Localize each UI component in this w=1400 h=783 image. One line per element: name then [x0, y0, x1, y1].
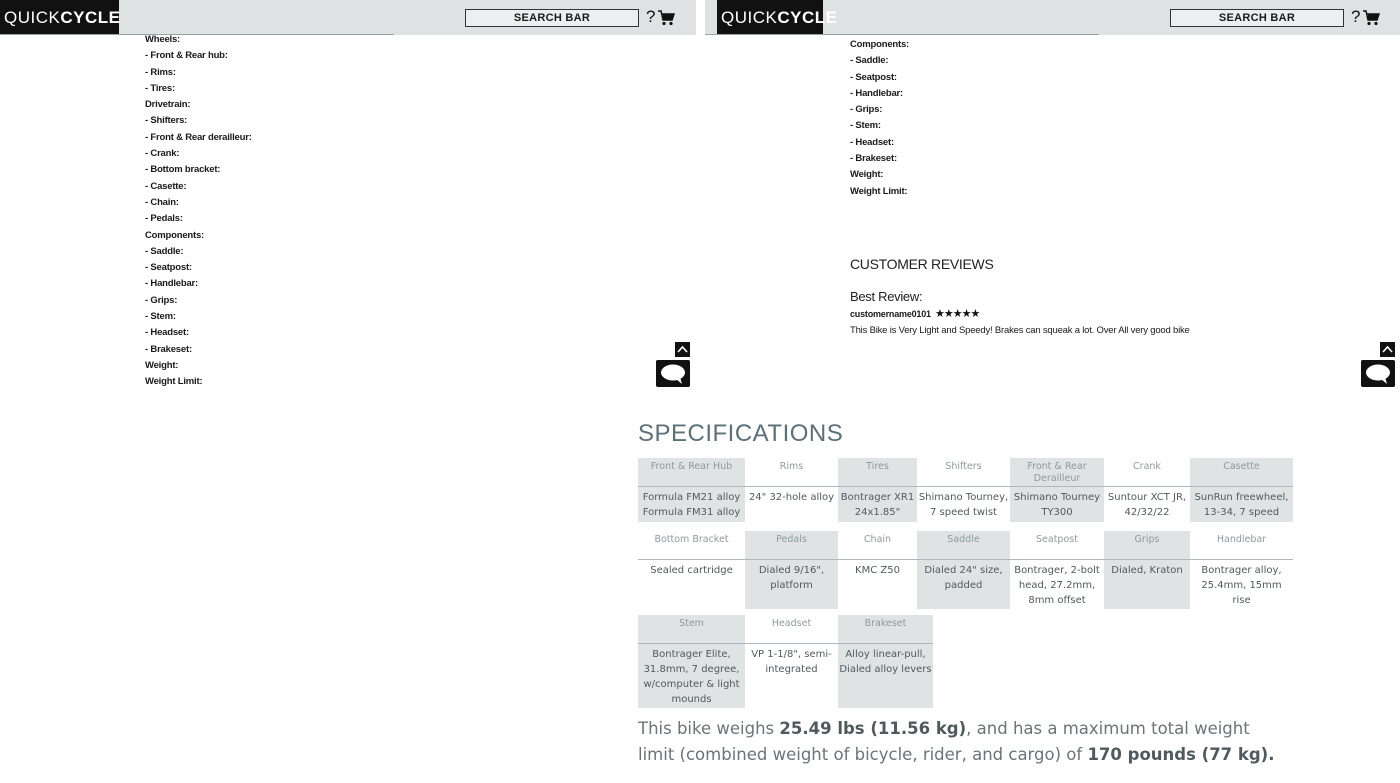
spec-label: Pedals	[745, 531, 838, 559]
spec-list-item: - Shifters:	[145, 115, 188, 127]
spec-list-item: - Front & Rear derailleur:	[145, 131, 252, 143]
spec-label: Crank	[1104, 458, 1190, 487]
spec-label: Brakeset	[838, 615, 933, 643]
spec-value: Bontrager XR1 24x1.85"	[838, 487, 917, 522]
chat-bubble-icon[interactable]	[1361, 360, 1395, 387]
spec-list-item: - Tires:	[145, 82, 175, 94]
spec-value: Dialed, Kraton	[1104, 559, 1190, 609]
site-header	[0, 0, 696, 35]
spec-table	[638, 458, 1293, 522]
chat-bubble-icon[interactable]	[656, 360, 690, 387]
spec-value: Bontrager alloy, 25.4mm, 15mm rise	[1201, 564, 1282, 606]
header-rule	[705, 34, 1099, 35]
chevron-up-icon[interactable]	[675, 342, 690, 357]
weight-limit-value: 170 pounds (77 kg).	[1087, 745, 1275, 764]
question-icon[interactable]: ?	[646, 7, 656, 26]
spec-value: Dialed 9/16", platform	[745, 559, 838, 609]
cart-icon[interactable]	[658, 10, 675, 26]
search-bar[interactable]: SEARCH BAR	[465, 9, 639, 27]
cart-icon[interactable]	[1363, 10, 1380, 26]
weight-summary-text: This bike weighs	[638, 719, 780, 738]
spec-label: Tires	[838, 458, 917, 487]
spec-value-row	[638, 643, 933, 708]
spec-header-row	[638, 531, 1293, 559]
spec-list-item: - Rims:	[145, 66, 176, 78]
spec-list-item: - Grips:	[145, 294, 178, 306]
spec-label: Stem	[638, 615, 745, 643]
spec-list-item: Weight:	[145, 359, 179, 371]
spec-label: Bottom Bracket	[638, 531, 745, 559]
spec-value: Bontrager Elite, 31.8mm, 7 degree, w/computer & light mounds	[638, 643, 745, 708]
spec-list-item: - Seatpost:	[850, 71, 897, 83]
spec-list-item: Drivetrain:	[145, 99, 191, 111]
spec-list-item: Components:	[145, 229, 205, 241]
spec-value: SunRun freewheel, 13-34, 7 speed	[1190, 487, 1293, 522]
spec-header-row	[638, 458, 1293, 487]
spec-list-item: Weight Limit:	[145, 376, 203, 388]
spec-label: Front & Rear Hub	[638, 458, 745, 487]
spec-list-item: - Crank:	[145, 148, 180, 160]
weight-summary	[638, 716, 1278, 768]
chevron-up-icon[interactable]	[1380, 342, 1395, 357]
spec-label: Grips	[1104, 531, 1190, 559]
spec-value: Shimano Tourney, 7 speed twist	[918, 492, 1009, 518]
customer-reviews-heading: CUSTOMER REVIEWS	[850, 256, 994, 272]
spec-list-item: Wheels:	[145, 34, 181, 45]
spec-list-item: - Saddle:	[850, 55, 889, 67]
spec-value: Shimano Tourney TY300	[1010, 487, 1104, 522]
spec-list-item: - Brakeset:	[145, 343, 192, 355]
spec-label: Front & Rear Derailleur	[1010, 458, 1104, 487]
spec-value: Dialed 24" size, padded	[917, 559, 1010, 609]
spec-table	[638, 615, 933, 708]
spec-value-row	[638, 487, 1293, 522]
spec-value-row	[638, 559, 1293, 609]
spec-list-item: - Casette:	[145, 180, 187, 192]
spec-list	[850, 37, 909, 200]
spec-label: Shifters	[917, 458, 1010, 487]
review-customer-name: customername0101	[850, 309, 931, 319]
spec-value: Suntour XCT JR, 42/32/22	[1107, 492, 1187, 518]
quickcycle-logo[interactable]: QUICKCYCLE	[717, 0, 823, 35]
spec-list-item: - Bottom bracket:	[145, 164, 221, 176]
spec-list-item: Weight Limit:	[850, 185, 908, 197]
specifications-heading: SPECIFICATIONS	[638, 420, 844, 447]
bike-weight-value: 25.49 lbs (11.56 kg)	[779, 719, 967, 738]
spec-value: 24" 32-hole alloy	[748, 492, 835, 503]
review-text: This Bike is Very Light and Speedy! Brakes can squeak a lot. Over All very good bike	[850, 325, 1190, 336]
spec-label: Headset	[745, 615, 838, 643]
spec-list-item: - Saddle:	[145, 245, 184, 257]
spec-label: Casette	[1190, 458, 1293, 487]
spec-list-item: - Handlebar:	[145, 278, 199, 290]
spec-list-item: - Front & Rear hub:	[145, 50, 228, 62]
spec-label: Rims	[745, 458, 838, 487]
spec-list-item: - Brakeset:	[850, 153, 897, 165]
spec-label: Saddle	[917, 531, 1010, 559]
spec-list-item: - Seatpost:	[145, 262, 192, 274]
spec-list	[145, 32, 252, 391]
star-rating-icon: ★★★★★	[935, 308, 980, 320]
spec-value: Sealed cartridge	[650, 564, 733, 576]
spec-header-row	[638, 615, 933, 643]
spec-list-item: - Headset:	[145, 327, 189, 339]
left-page-panel	[0, 0, 696, 783]
spec-value: Alloy linear-pull, Dialed alloy levers	[838, 643, 933, 708]
best-review-heading: Best Review:	[850, 289, 923, 304]
spec-list-item: - Chain:	[145, 196, 179, 208]
spec-list-item: Components:	[850, 39, 910, 50]
spec-list-item: - Pedals:	[145, 213, 183, 225]
spec-label: Chain	[838, 531, 917, 559]
question-icon[interactable]: ?	[1351, 7, 1361, 26]
site-header	[705, 0, 1400, 35]
spec-list-item: - Headset:	[850, 136, 894, 148]
quickcycle-logo[interactable]: QUICKCYCLE	[0, 0, 119, 35]
spec-list-item: - Stem:	[145, 311, 176, 323]
spec-list-item: - Stem:	[850, 120, 881, 132]
spec-label: Seatpost	[1010, 531, 1104, 559]
spec-table	[638, 531, 1293, 609]
spec-value: KMC Z50	[855, 564, 900, 576]
spec-value: VP 1-1/8", semi-integrated	[751, 648, 832, 675]
weight-summary-text: , and has a maximum total weight limit (combined weight of bicycle, rider, and cargo) of	[638, 719, 1250, 764]
search-bar[interactable]: SEARCH BAR	[1170, 9, 1344, 27]
spec-list-item: - Handlebar:	[850, 87, 904, 99]
spec-list-item: Weight:	[850, 169, 884, 181]
spec-value: Bontrager, 2-bolt head, 27.2mm, 8mm offset	[1014, 564, 1100, 606]
spec-list-item: - Grips:	[850, 104, 883, 116]
spec-label: Handlebar	[1190, 531, 1293, 559]
spec-value: Formula FM21 alloy Formula FM31 alloy	[638, 487, 745, 522]
